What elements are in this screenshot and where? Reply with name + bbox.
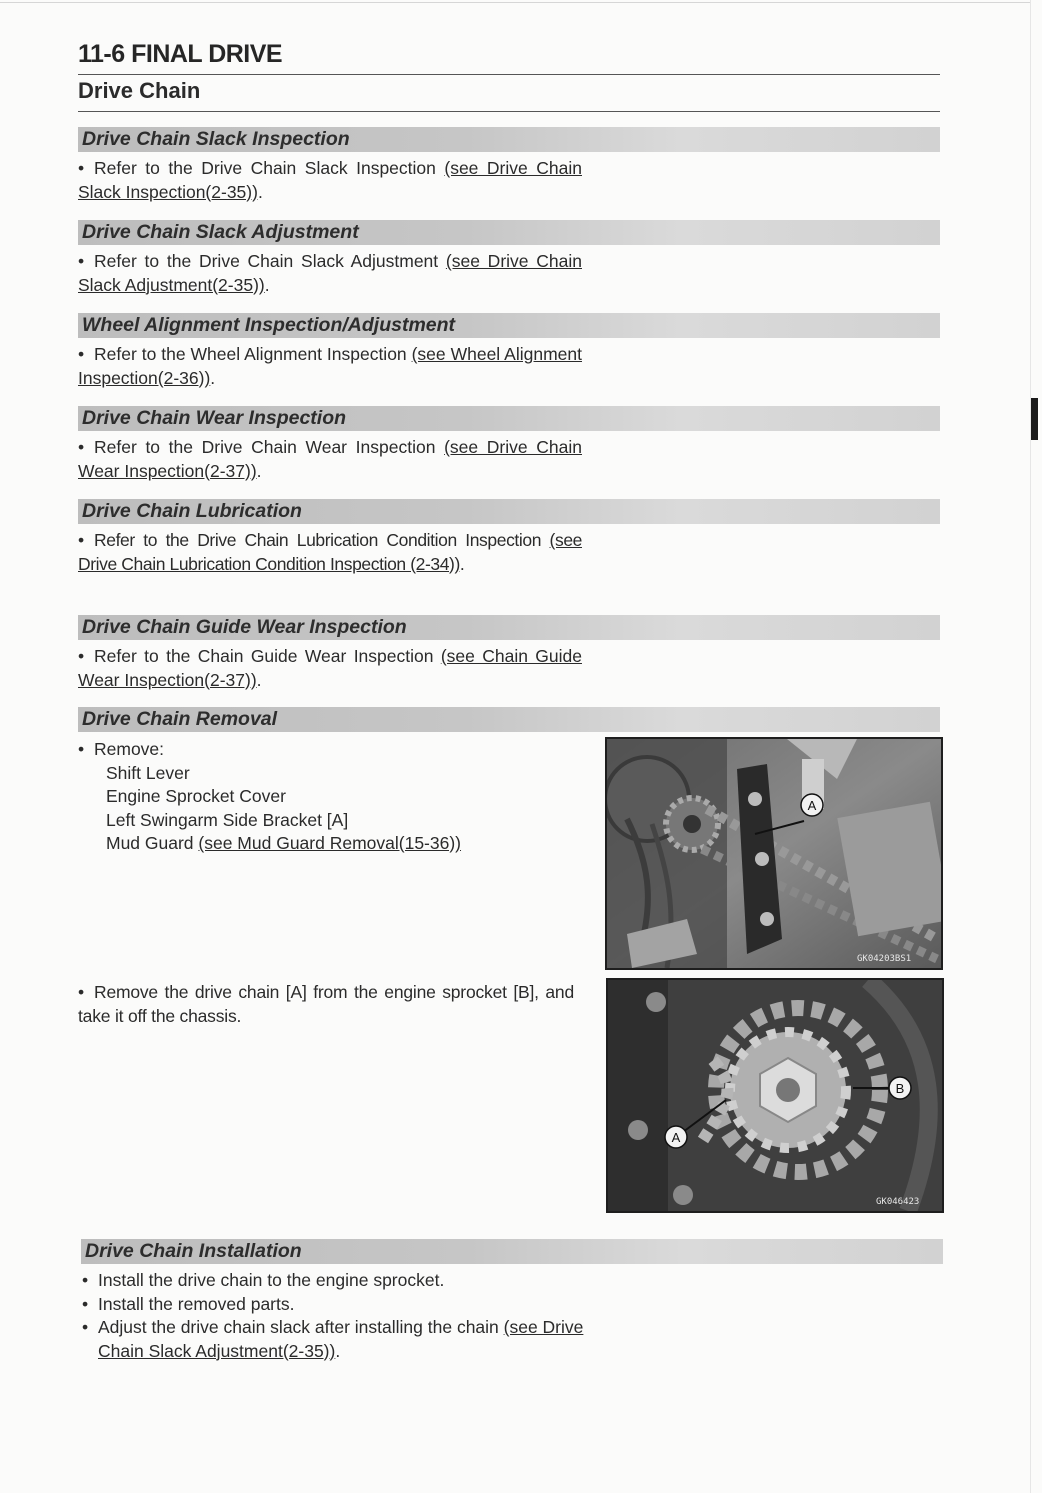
cross-reference-link[interactable]: (see Wheel Alignment Inspection(2-36)) — [78, 344, 582, 388]
removal-step-2 — [78, 981, 574, 1028]
punctuation: . — [256, 669, 262, 690]
chapter-title: 11-6 FINAL DRIVE — [78, 40, 283, 68]
section-title: Drive Chain — [78, 78, 201, 103]
cross-reference-link[interactable]: (see Chain Guide Wear Inspection(2-37)) — [78, 646, 582, 690]
ref-intro: Refer to the Drive Chain Slack Adjustment — [94, 251, 446, 271]
cross-reference-link[interactable]: (see Mud Guard Removal(15-36)) — [198, 833, 462, 853]
paragraph-guide-wear — [78, 645, 582, 692]
bullet-icon: • — [82, 1270, 89, 1290]
heading-slack-adjustment: Drive Chain Slack Adjustment — [82, 221, 359, 243]
header-rule — [78, 74, 940, 75]
step-text: Install the removed parts. — [98, 1293, 295, 1314]
heading-band — [78, 707, 940, 732]
remove-bullet-line — [78, 738, 578, 762]
step-text: Install the drive chain to the engine sprocket. — [98, 1270, 445, 1290]
heading-band — [78, 313, 940, 338]
remove-label: Remove: — [94, 739, 165, 759]
list-item: Left Swingarm Side Bracket [A] — [106, 809, 349, 830]
photo-engine-sprocket — [606, 978, 944, 1213]
install-step — [82, 1293, 588, 1317]
bullet-icon: • — [78, 739, 85, 759]
ref-intro: Refer to the Drive Chain Wear Inspection — [94, 437, 445, 457]
heading-band — [78, 615, 940, 640]
install-step — [82, 1316, 588, 1363]
bullet-icon: • — [78, 530, 84, 550]
installation-steps — [82, 1269, 588, 1363]
photo-illustration — [607, 739, 941, 968]
page-edge — [1030, 0, 1031, 1493]
punctuation: . — [210, 367, 216, 388]
mud-guard-text: Mud Guard — [106, 833, 199, 853]
removal-list — [78, 738, 578, 856]
bullet-icon: • — [78, 158, 85, 178]
paragraph-wheel-alignment — [78, 343, 582, 390]
cross-reference-link[interactable]: (see Drive Chain Lubrication Condition Inspection (2-34)) — [78, 530, 582, 574]
list-item: Engine Sprocket Cover — [106, 786, 286, 806]
callout-b-label: B — [895, 1081, 905, 1096]
heading-band — [78, 127, 940, 152]
photo-illustration — [608, 980, 942, 1211]
section-rule — [78, 111, 940, 112]
callout-a-label: A — [807, 798, 817, 813]
punctuation: . — [459, 553, 465, 574]
heading-band — [78, 499, 940, 524]
bullet-icon: • — [78, 646, 85, 666]
paragraph-slack-inspection — [78, 157, 582, 204]
bullet-icon: • — [78, 437, 85, 457]
ref-intro: Refer to the Chain Guide Wear Inspection — [94, 646, 441, 666]
ref-intro: Refer to the Drive Chain Lubrication Condition Inspection — [94, 530, 550, 550]
heading-wear-inspection: Drive Chain Wear Inspection — [82, 407, 347, 429]
cross-reference-link[interactable]: (see Drive Chain Slack Adjustment(2-35)) — [78, 251, 582, 295]
heading-installation: Drive Chain Installation — [85, 1240, 302, 1262]
install-step — [82, 1269, 588, 1293]
heading-removal: Drive Chain Removal — [82, 708, 278, 730]
heading-lubrication: Drive Chain Lubrication — [82, 500, 302, 522]
punctuation: . — [335, 1340, 341, 1361]
top-border — [0, 2, 1030, 3]
step-text: Adjust the drive chain slack after installing the chain — [98, 1317, 504, 1337]
bullet-icon: • — [78, 251, 85, 271]
list-item: Shift Lever — [106, 762, 190, 783]
cross-reference-link[interactable]: (see Drive Chain Wear Inspection(2-37)) — [78, 437, 582, 481]
bullet-icon: • — [82, 1317, 89, 1337]
punctuation: . — [264, 274, 270, 295]
punctuation: . — [256, 460, 262, 481]
punctuation: . — [257, 181, 263, 202]
ref-intro: Refer to the Wheel Alignment Inspection — [94, 344, 412, 364]
bullet-icon: • — [78, 344, 85, 364]
list-item-mud-guard — [78, 832, 578, 856]
heading-wheel-alignment: Wheel Alignment Inspection/Adjustment — [82, 314, 456, 336]
heading-guide-wear: Drive Chain Guide Wear Inspection — [82, 616, 407, 638]
paragraph-wear-inspection — [78, 436, 582, 483]
cross-reference-link[interactable]: (see Drive Chain Slack Inspection(2-35)) — [78, 158, 582, 202]
photo-swingarm-bracket — [605, 737, 943, 970]
cross-reference-link[interactable]: (see Drive Chain Slack Adjustment(2-35)) — [98, 1317, 584, 1361]
heading-band — [81, 1239, 943, 1264]
heading-band — [78, 406, 940, 431]
bullet-icon: • — [78, 982, 84, 1002]
heading-slack-inspection: Drive Chain Slack Inspection — [82, 128, 350, 150]
paragraph-lubrication — [78, 529, 582, 576]
photo-code: GK046423 — [876, 1197, 920, 1207]
bullet-icon: • — [82, 1293, 89, 1314]
ref-intro: Refer to the Drive Chain Slack Inspection — [94, 158, 445, 178]
thumb-index-tab — [1031, 398, 1038, 440]
callout-a-label: A — [671, 1130, 681, 1145]
heading-band — [78, 220, 940, 245]
photo-code: GK04203BS1 — [857, 954, 912, 964]
step-text: Remove the drive chain [A] from the engine sprocket [B], and take it off the chassis. — [78, 982, 574, 1026]
paragraph-slack-adjustment — [78, 250, 582, 297]
